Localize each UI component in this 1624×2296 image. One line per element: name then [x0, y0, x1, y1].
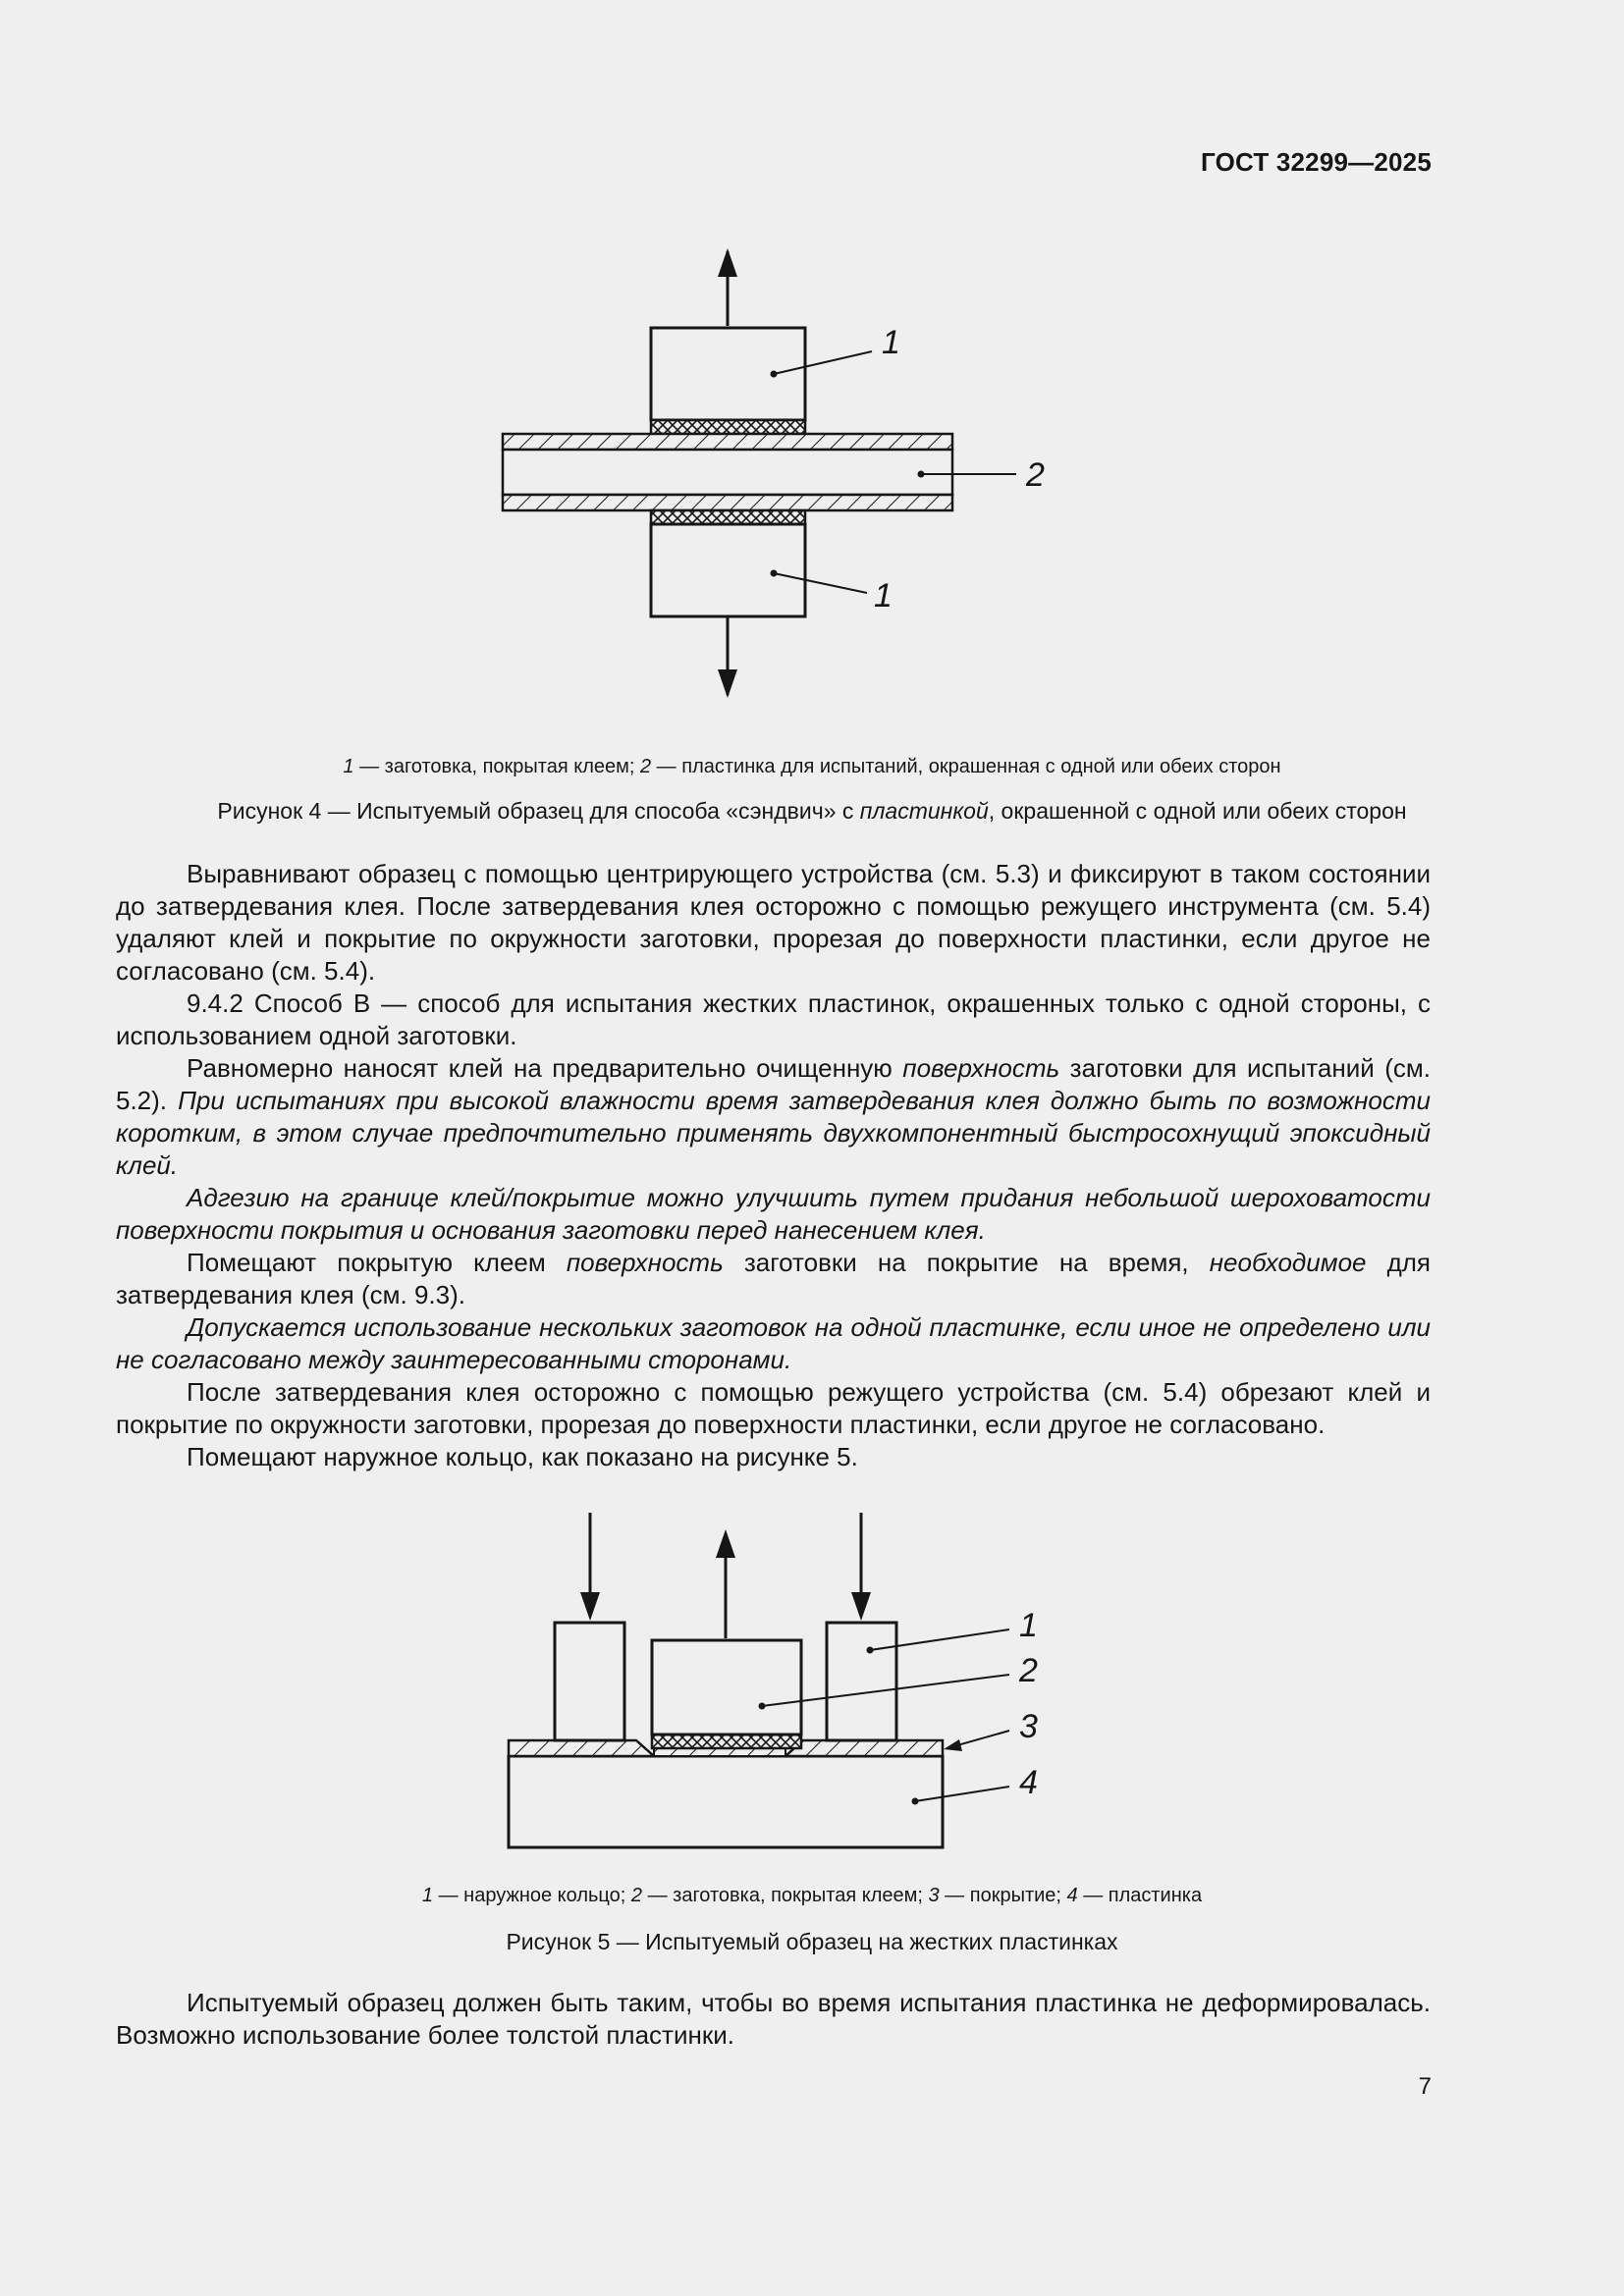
document-id: ГОСТ 32299—2025: [1201, 147, 1432, 177]
figure-4-legend: 1 — заготовка, покрытая клеем; 2 — пластинка для испытаний, окрашенная с одной или обеих сторон: [343, 756, 1281, 777]
plate-base: [509, 1756, 943, 1847]
label-plate: 2: [1026, 456, 1045, 494]
outer-ring-left: [555, 1623, 624, 1740]
blank-top: [651, 328, 805, 420]
paragraph: Помещают наружное кольцо, как показано на рисунке 5.: [187, 1442, 858, 1471]
paragraph: Выравнивают образец с помощью центрирующего устройства (см. 5.3) и фиксируют в таком состоянии до затвердевания клея. После затвердевания клея осторожно с помощью режущего инструмента (см. 5.4) удаляют клей и покрытие по окружности заготовки, прорезая до поверхности пластинки, если другое не согласовано (см. 5.4).: [116, 859, 1431, 986]
page-number: 7: [1418, 2073, 1432, 2100]
coating-top: [503, 434, 952, 450]
paragraph-942: 9.4.2 Способ B — способ для испытания жестких пластинок, окрашенных только с одной стороны, с использованием одной заготовки.: [116, 988, 1431, 1050]
body-text-1: [116, 858, 1431, 1473]
figure-5-caption: Рисунок 5 — Испытуемый образец на жестких пластинках: [506, 1929, 1118, 1954]
plate-core: [503, 450, 952, 495]
blank-bottom: [651, 524, 805, 616]
paragraph-italic: Адгезию на границе клей/покрытие можно улучшить путем придания небольшой шероховатости поверхности покрытия и основания заготовки перед нанесением клея.: [116, 1183, 1431, 1245]
adhesive-bottom: [651, 510, 805, 524]
coating-bottom: [503, 495, 952, 510]
paragraph: Равномерно наносят клей на предварительно очищенную поверхность заготовки для испытаний (см. 5.2). При испытаниях при высокой влажности время затвердевания клея должно быть по возможности коротким, в этом случае предпочтительно применять двухкомпонентный быстросохнущий эпоксидный клей.: [116, 1053, 1432, 1180]
paragraph: После затвердевания клея осторожно с помощью режущего устройства (см. 5.4) обрезают клей и покрытие по окружности заготовки, прорезая до поверхности пластинки, если другое не согласовано.: [116, 1377, 1431, 1439]
figure-5-legend: 1 — наружное кольцо; 2 — заготовка, покрытая клеем; 3 — покрытие; 4 — пластинка: [421, 1885, 1203, 1906]
arrow-down-left: [580, 1592, 600, 1621]
coating-right: [785, 1740, 943, 1756]
figure-4-caption: Рисунок 4 — Испытуемый образец для способа «сэндвич» с пластинкой, окрашенной с одной или обеих сторон: [217, 798, 1407, 824]
paragraph-italic: Допускается использование нескольких заготовок на одной пластинке, если иное не определено или не согласовано между заинтересованными сторонами.: [116, 1312, 1431, 1374]
label-blank-bottom: 1: [874, 577, 893, 614]
body-text-2: [116, 1987, 1431, 2052]
label-ring: 1: [1019, 1607, 1038, 1644]
arrow-up-head: [718, 248, 737, 277]
adhesive-layer: [652, 1735, 801, 1748]
label-blank: 2: [1019, 1652, 1038, 1689]
blank: [652, 1640, 801, 1735]
label-coating: 3: [1019, 1708, 1038, 1745]
paragraph: Помещают покрытую клеем поверхность заготовки на покрытие на время, необходимое для затвердевания клея (см. 9.3).: [116, 1248, 1431, 1309]
outer-ring-right: [827, 1623, 896, 1740]
arrow-down-right: [851, 1592, 871, 1621]
label-blank-top: 1: [882, 324, 900, 361]
arrow-up-center: [716, 1529, 735, 1558]
coating-left: [509, 1740, 654, 1756]
figure-4-diagram: [471, 243, 1100, 715]
arrow-down-head: [718, 669, 737, 698]
label-plate-5: 4: [1019, 1764, 1038, 1801]
figure-5-diagram: [471, 1507, 1100, 1860]
paragraph: Испытуемый образец должен быть таким, чтобы во время испытания пластинка не деформировалась. Возможно использование более толстой пластинки.: [116, 1988, 1431, 2050]
adhesive-top: [651, 420, 805, 434]
